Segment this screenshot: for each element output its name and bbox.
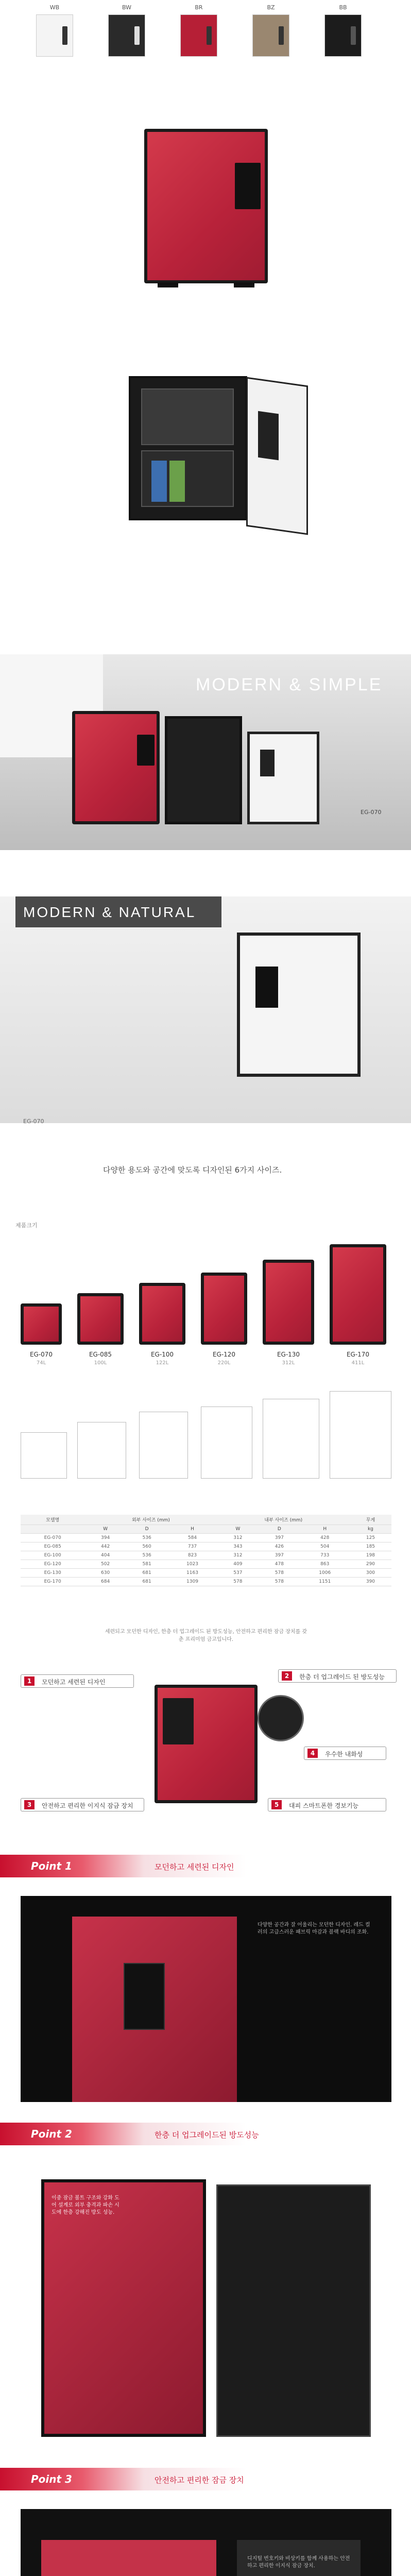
banner-model: EG-070 — [361, 809, 382, 816]
feature-4: 4 우수한 내화성 — [304, 1747, 386, 1760]
dims-cell: 581 — [126, 1560, 168, 1569]
point1-bar — [0, 1855, 411, 1877]
dims-cell: 343 — [217, 1543, 259, 1551]
safe-red — [72, 711, 160, 824]
dims-cell: 312 — [217, 1534, 259, 1543]
point1-callout: 다양한 공간과 잘 어울리는 모던한 디자인. 레드 컬러의 고급스러운 패브릭 마감과 블랙 바디의 조화. — [258, 1922, 370, 1935]
dims-cell: 125 — [350, 1534, 391, 1543]
point3-photo — [21, 2509, 391, 2576]
dims-cell: 478 — [259, 1560, 300, 1569]
safe-hero-closed — [144, 129, 268, 283]
safe-feature — [155, 1685, 258, 1803]
dims-cell: 681 — [126, 1569, 168, 1578]
dims-cell: 504 — [300, 1543, 350, 1551]
lineup-title: 제품크기 — [15, 1222, 38, 1229]
dims-subheader: D — [126, 1525, 168, 1534]
safe-white — [247, 732, 319, 824]
dims-cell: 536 — [126, 1551, 168, 1560]
swatch-label: WB — [49, 4, 60, 11]
dims-row — [21, 1551, 391, 1560]
tagline: 다양한 용도와 공간에 맞도록 디자인된 6가지 사이즈. — [103, 1165, 282, 1175]
safe-white-large — [237, 933, 361, 1077]
lineup-size: 74L — [36, 1360, 46, 1366]
dims-cell: 1023 — [167, 1560, 217, 1569]
intro-text: 세련되고 모던한 디자인, 한층 더 업그레이드 된 방도성능, 안전하고 편리한 잠금 장치를 갖춘 프리미엄 금고입니다. — [105, 1629, 307, 1642]
dims-header: 무게 — [350, 1515, 391, 1525]
lineup-size: 122L — [156, 1360, 169, 1366]
interior-drawings — [0, 1391, 411, 1499]
dims-cell: 560 — [126, 1543, 168, 1551]
dims-cell: 684 — [84, 1578, 126, 1586]
lineup-model: EG-130 — [277, 1351, 300, 1358]
dims-cell: 397 — [259, 1534, 300, 1543]
dims-cell: 584 — [167, 1534, 217, 1543]
swatch-black[interactable] — [324, 14, 362, 57]
dims-subheader: H — [167, 1525, 217, 1534]
feature-1: 1 모던하고 세련된 디자인 — [21, 1674, 134, 1688]
dims-cell: 681 — [126, 1578, 168, 1586]
lineup-model: EG-100 — [150, 1351, 174, 1358]
safe-black — [165, 716, 242, 824]
point2-callout: 이중 잠금 볼트 구조와 강화 도어 설계로 외부 충격과 파손 시도에 한층 강해진 방도 성능. — [52, 2195, 119, 2215]
dims-cell: 537 — [217, 1569, 259, 1578]
dims-table — [21, 1515, 391, 1586]
dims-cell: EG-130 — [21, 1569, 84, 1578]
swatch-white[interactable] — [36, 14, 73, 57]
lock-zoom — [258, 1695, 304, 1741]
dims-cell: 428 — [300, 1534, 350, 1543]
dims-cell: EG-100 — [21, 1551, 84, 1560]
point2-bar — [0, 2123, 411, 2145]
lineup-safe — [263, 1260, 314, 1345]
point1-title: 모던하고 세련된 디자인 — [155, 1862, 234, 1872]
lineup-model: EG-120 — [212, 1351, 236, 1358]
dims-cell: 737 — [167, 1543, 217, 1551]
point2-photo — [21, 2164, 391, 2442]
dims-subheader: D — [259, 1525, 300, 1534]
dims-cell: 502 — [84, 1560, 126, 1569]
lineup-row — [0, 1236, 411, 1370]
lineup-size: 220L — [217, 1360, 231, 1366]
dims-cell: 630 — [84, 1569, 126, 1578]
dims-cell: 1006 — [300, 1569, 350, 1578]
dims-row — [21, 1560, 391, 1569]
point1-label: Point 1 — [31, 1860, 72, 1872]
dims-cell: 394 — [84, 1534, 126, 1543]
dims-cell: 404 — [84, 1551, 126, 1560]
safe-open-interior — [129, 376, 247, 520]
dims-cell: 390 — [350, 1578, 391, 1586]
dims-cell: 578 — [259, 1578, 300, 1586]
dims-cell: EG-170 — [21, 1578, 84, 1586]
lineup-model: EG-070 — [29, 1351, 53, 1358]
dims-row — [21, 1543, 391, 1551]
dims-cell: 1151 — [300, 1578, 350, 1586]
swatch-red[interactable] — [180, 14, 217, 57]
banner-title: MODERN & SIMPLE — [196, 675, 383, 694]
dims-cell: 397 — [259, 1551, 300, 1560]
feature-2: 2 한층 더 업그레이드 된 방도성능 — [278, 1669, 397, 1683]
dims-header: 모델명 — [21, 1515, 84, 1525]
feature-3: 3 안전하고 편리한 이지식 잠금 장치 — [21, 1798, 144, 1811]
dims-header: 내부 사이즈 (mm) — [217, 1515, 350, 1525]
dims-cell: 198 — [350, 1551, 391, 1560]
keypad-panel — [235, 163, 261, 209]
dims-cell: 185 — [350, 1543, 391, 1551]
lineup-safe — [330, 1244, 386, 1345]
swatch-label: BB — [339, 4, 347, 11]
point2-title: 한층 더 업그레이드된 방도성능 — [155, 2130, 259, 2140]
dims-cell: 823 — [167, 1551, 217, 1560]
swatch-label: BZ — [267, 4, 275, 11]
swatch-label: BR — [195, 4, 203, 11]
dims-cell: EG-120 — [21, 1560, 84, 1569]
feature-5: 5 대피 스마트폰한 경보기능 — [268, 1798, 386, 1811]
lineup-size: 312L — [282, 1360, 295, 1366]
lineup-safe — [21, 1303, 62, 1345]
dims-cell: 578 — [217, 1578, 259, 1586]
swatch-label: BW — [122, 4, 132, 11]
banner-modern-natural — [0, 896, 411, 1123]
point3-callout: 디지털 번호키와 비상키를 함께 사용하는 안전하고 편리한 이지식 잠금 장치. — [247, 2556, 350, 2569]
dims-cell: 312 — [217, 1551, 259, 1560]
lineup-safe — [77, 1293, 124, 1345]
dims-cell: 426 — [259, 1543, 300, 1551]
dims-cell: 300 — [350, 1569, 391, 1578]
dims-header: 외부 사이즈 (mm) — [84, 1515, 217, 1525]
banner-model: EG-070 — [23, 1118, 44, 1123]
feature-diagram — [0, 1664, 411, 1819]
dims-subheader: kg — [350, 1525, 391, 1534]
color-swatches — [0, 0, 411, 67]
lineup-safe — [201, 1273, 247, 1345]
dims-row — [21, 1534, 391, 1543]
dims-subheader — [21, 1525, 84, 1534]
dims-cell: 536 — [126, 1534, 168, 1543]
dims-cell: 409 — [217, 1560, 259, 1569]
lineup-model: EG-170 — [346, 1351, 370, 1358]
dims-cell: 578 — [259, 1569, 300, 1578]
dims-subheader: W — [84, 1525, 126, 1534]
dims-cell: EG-070 — [21, 1534, 84, 1543]
dims-subheader: H — [300, 1525, 350, 1534]
lineup-size: 100L — [94, 1360, 107, 1366]
dims-cell: 863 — [300, 1560, 350, 1569]
point3-label: Point 3 — [31, 2473, 72, 2485]
point2-label: Point 2 — [31, 2128, 72, 2140]
dims-row — [21, 1569, 391, 1578]
dims-subheader: W — [217, 1525, 259, 1534]
dims-cell: 1163 — [167, 1569, 217, 1578]
swatch-bronze[interactable] — [252, 14, 289, 57]
point3-title: 안전하고 편리한 잠금 장치 — [155, 2476, 244, 2485]
point3-bar — [0, 2468, 411, 2490]
dims-cell: 290 — [350, 1560, 391, 1569]
banner-title: MODERN & NATURAL — [23, 904, 196, 920]
safe-open-door — [246, 377, 308, 535]
dims-cell: EG-085 — [21, 1543, 84, 1551]
dims-cell: 442 — [84, 1543, 126, 1551]
dims-cell: 733 — [300, 1551, 350, 1560]
point1-photo — [21, 1896, 391, 2102]
dims-cell: 1309 — [167, 1578, 217, 1586]
dims-row — [21, 1578, 391, 1586]
swatch-black-white[interactable] — [108, 14, 145, 57]
lineup-safe — [139, 1283, 185, 1345]
banner-modern-simple — [0, 654, 411, 850]
lineup-model: EG-085 — [89, 1351, 112, 1358]
lineup-size: 411L — [351, 1360, 365, 1366]
